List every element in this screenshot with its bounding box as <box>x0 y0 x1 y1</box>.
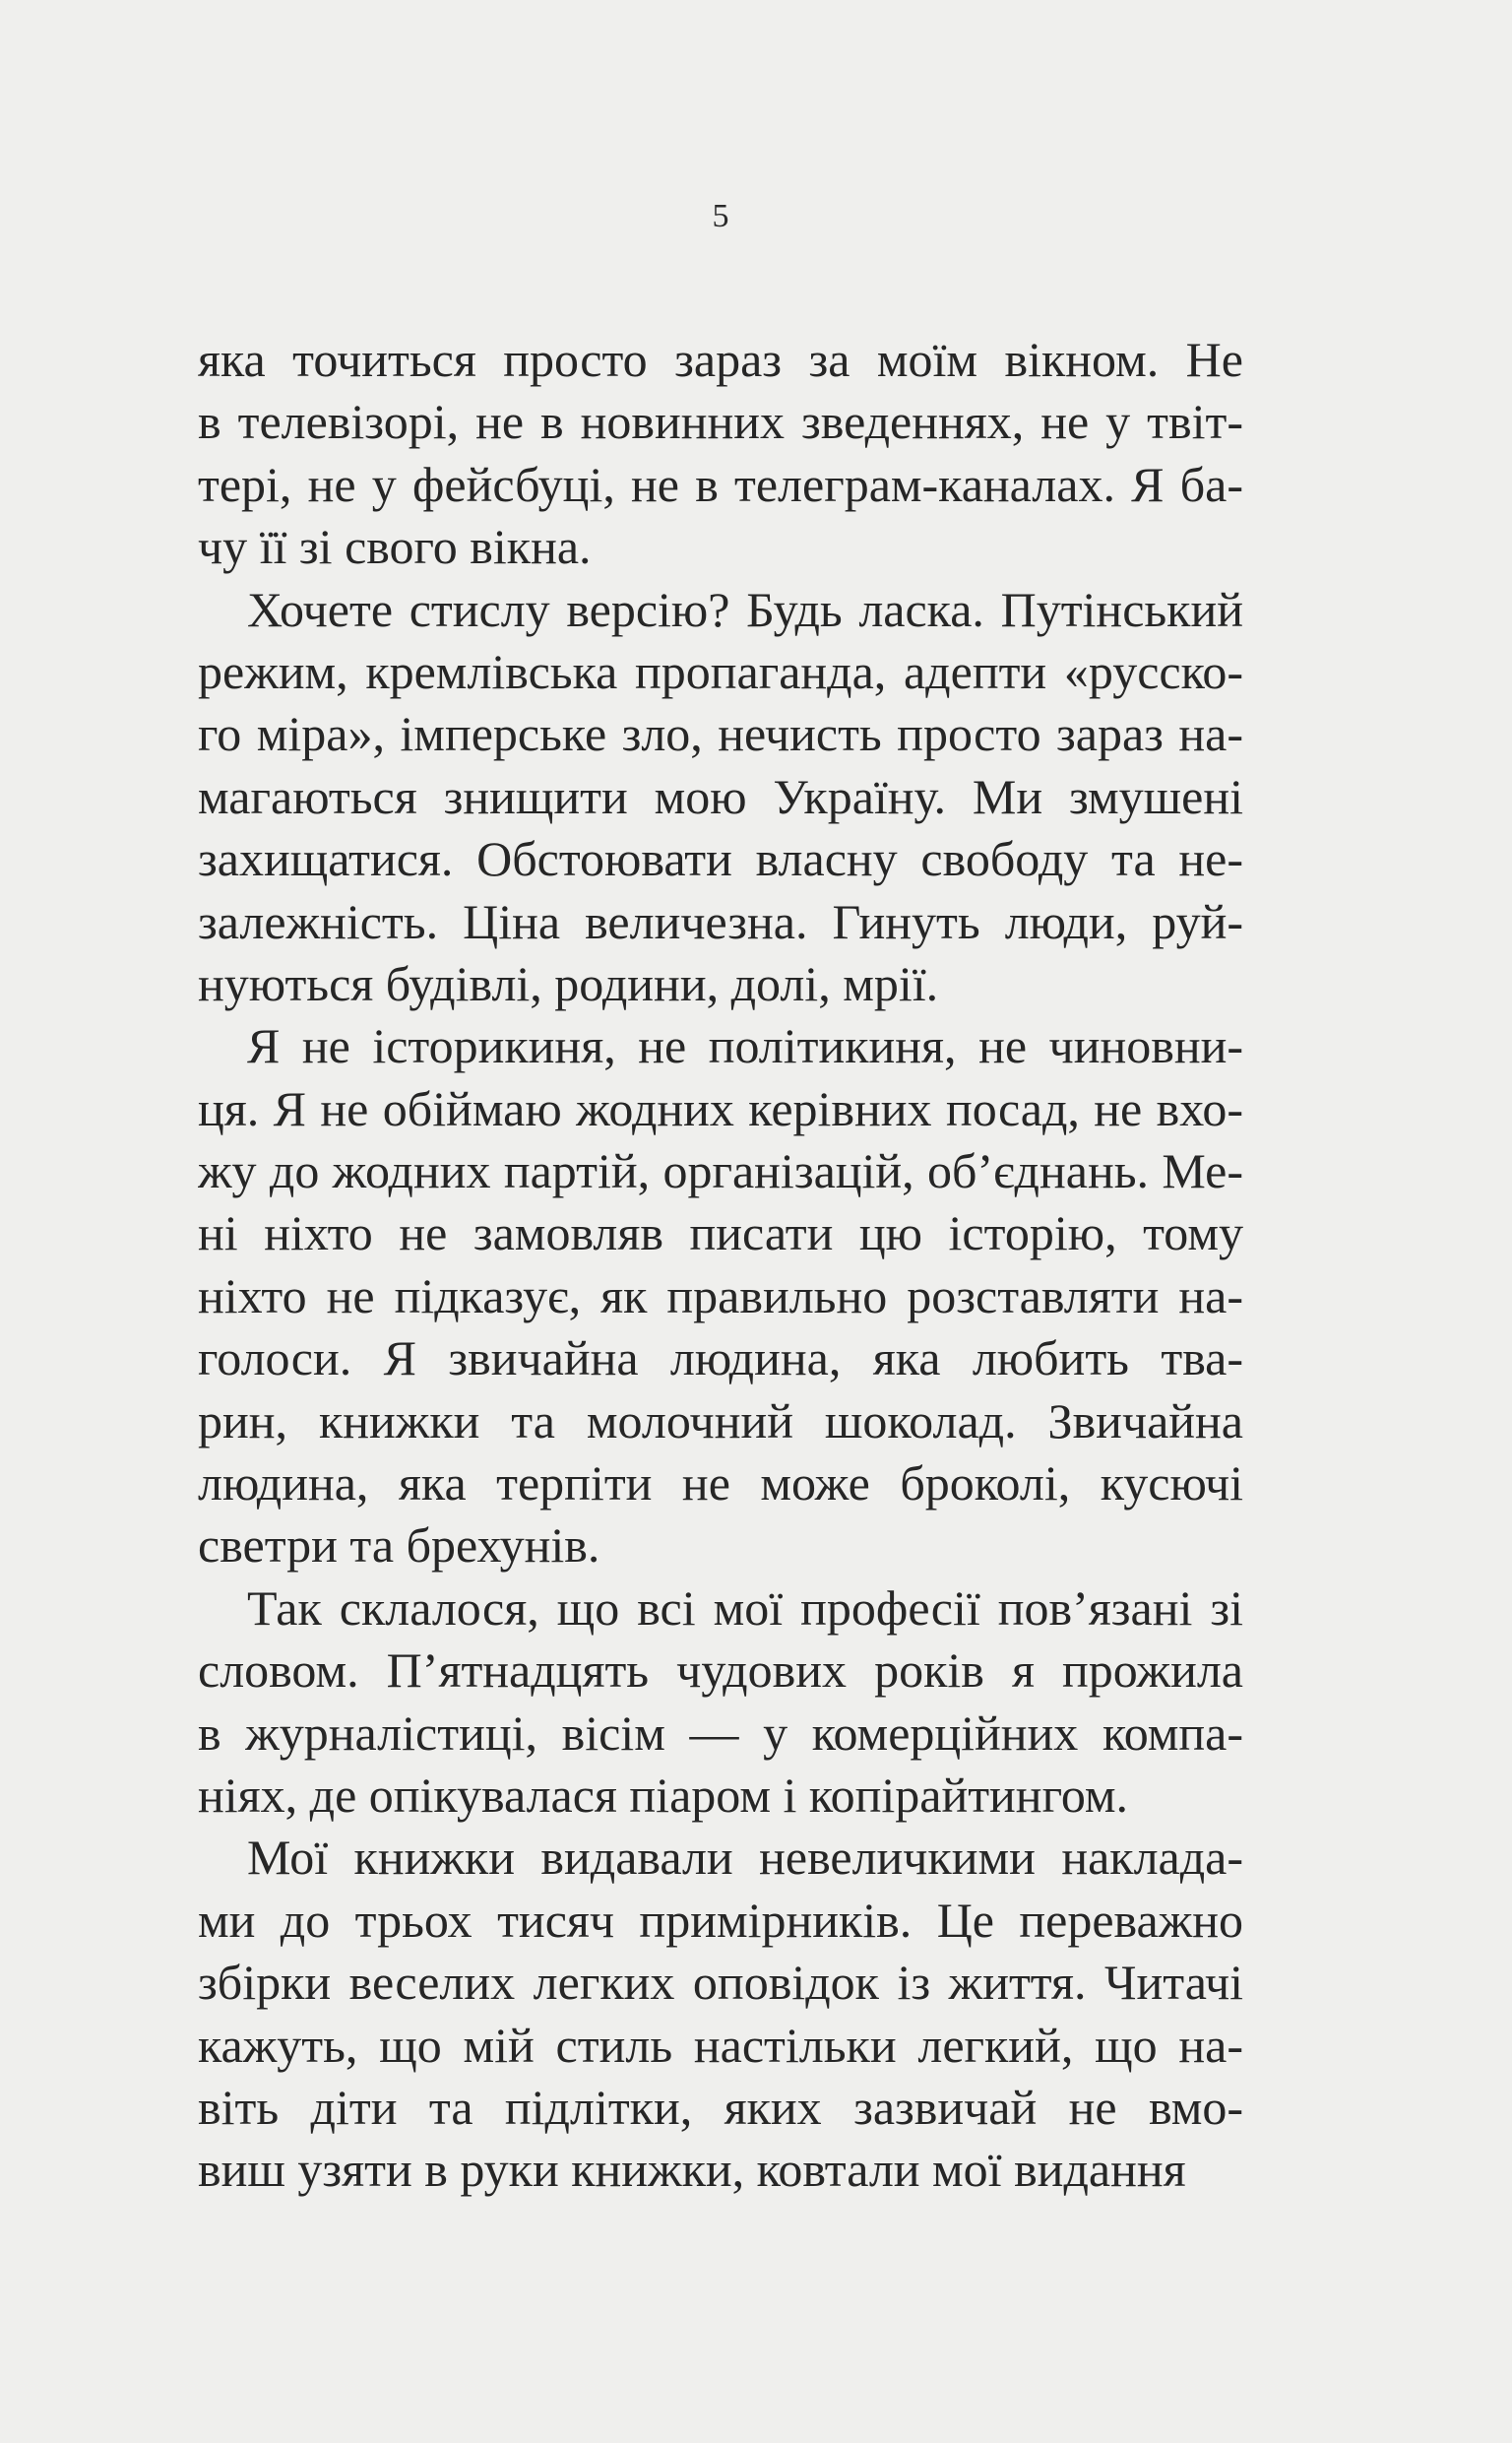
text-line: рин, книжки та молочний шоколад. Звичайна <box>198 1392 1243 1448</box>
text-line: го міра», імперське зло, нечисть просто зараз на- <box>198 706 1243 762</box>
text-line: Так склалося, що всі мої професії пов’язані зі <box>247 1579 1243 1636</box>
text-line: яка точиться просто зараз за моїм вікном. Не <box>198 332 1243 387</box>
text-line: ніях, де опікувалася піаром і копірайтингом. <box>198 1767 1129 1823</box>
text-line: людина, яка терпіти не може броколі, кусючі <box>198 1455 1243 1511</box>
paragraph <box>198 329 1243 579</box>
text-line: светри та брехунів. <box>198 1517 600 1574</box>
text-line: режим, кремлівська пропаганда, адепти «русско- <box>198 643 1243 699</box>
text-line: Я не історикиня, не політикиня, не чиновни- <box>247 1018 1243 1074</box>
paragraph <box>198 1015 1243 1577</box>
text-line: в журналістиці, вісім — у комерційних компа- <box>198 1704 1243 1761</box>
text-line: словом. П’ятнадцять чудових років я прожила <box>198 1642 1243 1699</box>
paragraph <box>198 579 1243 1016</box>
text-line: голоси. Я звичайна людина, яка любить тва- <box>198 1330 1243 1386</box>
text-line: виш узяти в руки книжки, ковтали мої видання <box>198 2142 1186 2198</box>
text-line: Хочете стислу версію? Будь ласка. Путінський <box>247 581 1243 637</box>
text-line: віть діти та підлітки, яких зазвичай не вмо- <box>198 2079 1243 2135</box>
text-line: тері, не у фейсбуці, не в телеграм-каналах. Я ба- <box>198 456 1243 512</box>
text-line: ми до трьох тисяч примірників. Це переважно <box>198 1892 1243 1948</box>
paragraph <box>198 1827 1243 2201</box>
text-line: Мої книжки видавали невеличкими наклада- <box>247 1830 1243 1886</box>
paragraph <box>198 1577 1243 1828</box>
text-line: ні ніхто не замовляв писати цю історію, тому <box>198 1205 1243 1261</box>
text-line: кажуть, що мій стиль настільки легкий, що на- <box>198 2017 1243 2073</box>
text-line: чу її зі свого вікна. <box>198 519 592 575</box>
text-line: ніхто не підказує, як правильно розставляти на- <box>198 1267 1243 1323</box>
text-line: жу до жодних партій, організацій, об’єднань. Ме- <box>198 1143 1243 1199</box>
page-number: 5 <box>712 198 729 234</box>
body-text <box>198 329 1243 2202</box>
text-line: залежність. Ціна величезна. Гинуть люди, руй- <box>198 893 1243 949</box>
text-line: ця. Я не обіймаю жодних керівних посад, не вхо- <box>198 1080 1243 1136</box>
text-line: збірки веселих легких оповідок із життя. Читачі <box>198 1955 1243 2011</box>
text-line: в телевізорі, не в новинних зведеннях, не у твіт- <box>198 394 1243 450</box>
text-line: нуються будівлі, родини, долі, мрії. <box>198 955 939 1011</box>
text-line: магаються знищити мою Україну. Ми змушені <box>198 768 1243 824</box>
text-line: захищатися. Обстоювати власну свободу та не- <box>198 831 1243 887</box>
